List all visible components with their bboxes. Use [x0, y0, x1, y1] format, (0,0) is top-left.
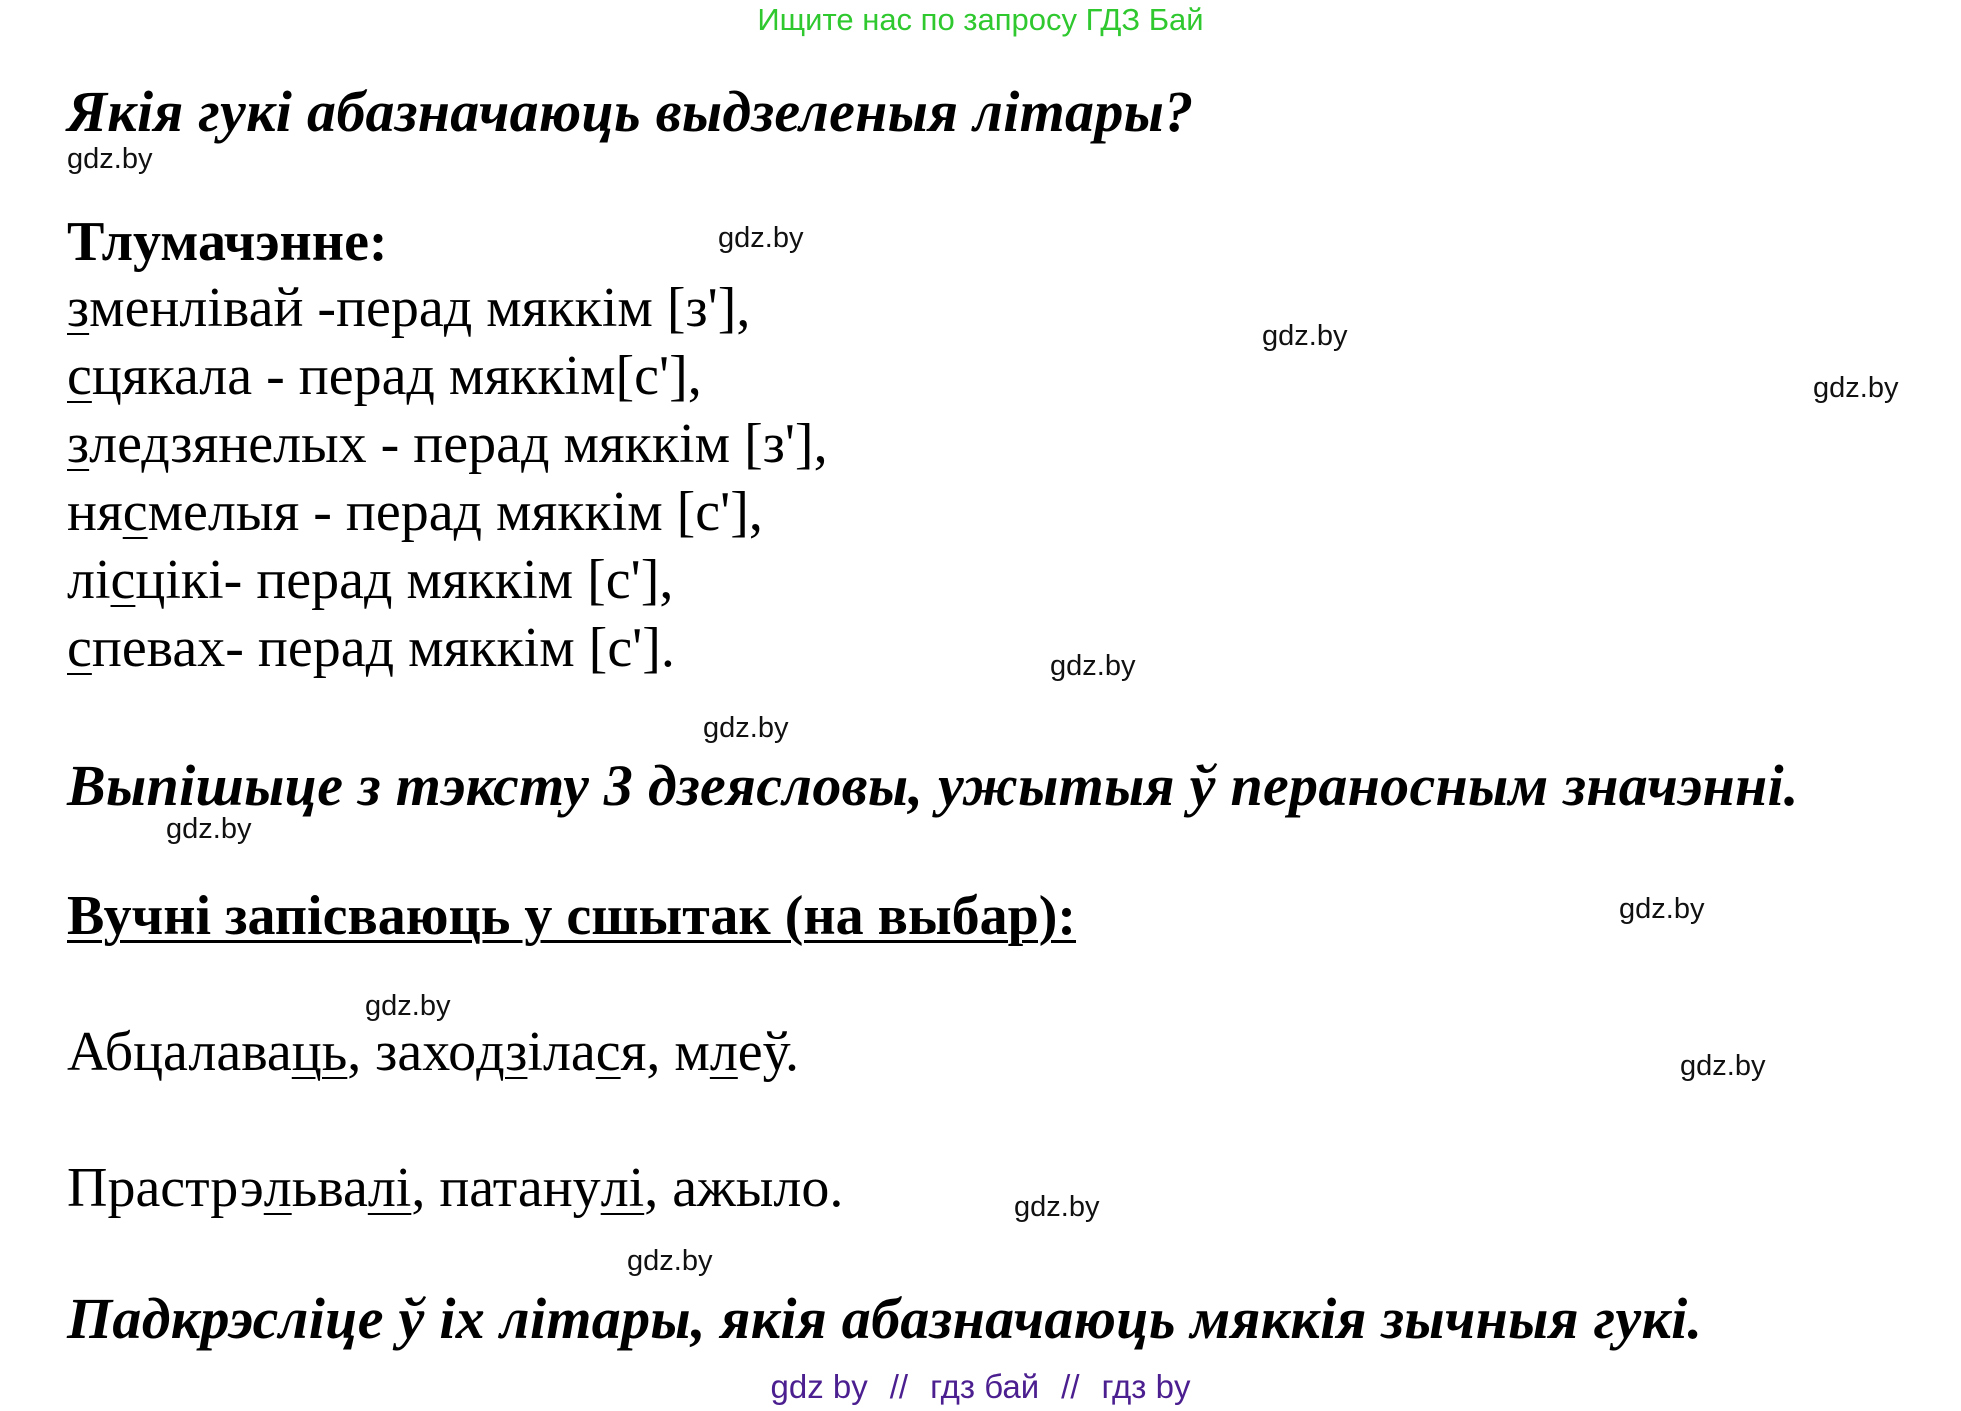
explanation-line: [67, 412, 828, 476]
line-text: цякала - перад мяккім[с'],: [91, 345, 702, 407]
underlined-letter: з: [67, 277, 90, 339]
underlined-letter: с: [122, 481, 148, 543]
answer-text: ьва: [291, 1157, 368, 1219]
explanation-line: [67, 276, 750, 340]
watermark: gdz.by: [166, 813, 252, 845]
underlined-letter: с: [67, 345, 92, 407]
watermark: gdz.by: [1813, 372, 1899, 404]
footer-watermark: [0, 1368, 1961, 1406]
answer-text: я, м: [620, 1021, 710, 1083]
underlined-letters: с: [595, 1021, 621, 1083]
answer-text: еў.: [737, 1021, 800, 1083]
watermark: gdz.by: [1050, 650, 1136, 682]
answer-text: , захо: [347, 1021, 477, 1083]
explanation-line: [67, 344, 702, 408]
top-banner: Ищите нас по запросу ГДЗ Бай: [757, 2, 1204, 37]
answer-text: Абцалава: [67, 1021, 292, 1083]
answer-line-1: [67, 1020, 799, 1084]
answer-text: , ажыло.: [644, 1157, 844, 1219]
watermark: gdz.by: [1619, 893, 1705, 925]
answer-text: іла: [527, 1021, 596, 1083]
underlined-letters: л: [263, 1157, 292, 1219]
underlined-letter: с: [110, 549, 136, 611]
line-text: цікі- перад мяккім [с'],: [135, 549, 674, 611]
answer-text: , патану: [411, 1157, 601, 1219]
explanation-line: [67, 480, 763, 544]
line-text: мелыя - перад мяккім [с'],: [147, 481, 763, 543]
explanation-line: [67, 616, 675, 680]
task-2-question: Выпішыце з тэксту 3 дзеясловы, ужытыя ў пераносным значэнні.: [67, 753, 1799, 818]
footer-separator: //: [889, 1368, 909, 1405]
footer-text: гдз by: [1101, 1368, 1191, 1405]
explanation-line: [67, 548, 673, 612]
underlined-letter: з: [67, 413, 90, 475]
line-prefix: лі: [67, 549, 111, 611]
underlined-letters: лі: [600, 1157, 645, 1219]
footer-separator: //: [1061, 1368, 1080, 1405]
watermark: gdz.by: [1680, 1050, 1766, 1082]
explanation-heading: Тлумачэнне:: [67, 211, 388, 273]
line-text: певах- перад мяккім [с'].: [91, 617, 675, 679]
line-text: ледзянелых - перад мяккім [з'],: [89, 413, 828, 475]
answer-text: Прастрэ: [67, 1157, 264, 1219]
watermark: gdz.by: [1262, 320, 1348, 352]
watermark: gdz.by: [718, 222, 804, 254]
underlined-letter: с: [67, 617, 92, 679]
watermark: gdz.by: [703, 712, 789, 744]
underlined-letters: дз: [476, 1021, 528, 1083]
footer-text: гдз бай: [930, 1368, 1040, 1405]
watermark: gdz.by: [365, 990, 451, 1022]
students-heading: Вучні запісваюць у сшытак (на выбар):: [67, 885, 1077, 947]
underlined-letters: лі: [367, 1157, 412, 1219]
underlined-letters: ць: [291, 1021, 348, 1083]
watermark: gdz.by: [67, 143, 153, 175]
watermark: gdz.by: [1014, 1191, 1100, 1223]
line-text: менлівай -перад мяккім [з'],: [89, 277, 751, 339]
task-1-question: Якія гукі абазначаюць выдзеленыя літары?: [67, 79, 1194, 144]
underlined-letters: л: [709, 1021, 738, 1083]
watermark: gdz.by: [627, 1245, 713, 1277]
footer-text: gdz by: [770, 1368, 868, 1405]
task-3-question: Падкрэсліце ў іх літары, якія абазначаюць мяккія зычныя гукі.: [67, 1286, 1703, 1351]
answer-line-2: [67, 1156, 843, 1220]
line-prefix: ня: [67, 481, 123, 543]
